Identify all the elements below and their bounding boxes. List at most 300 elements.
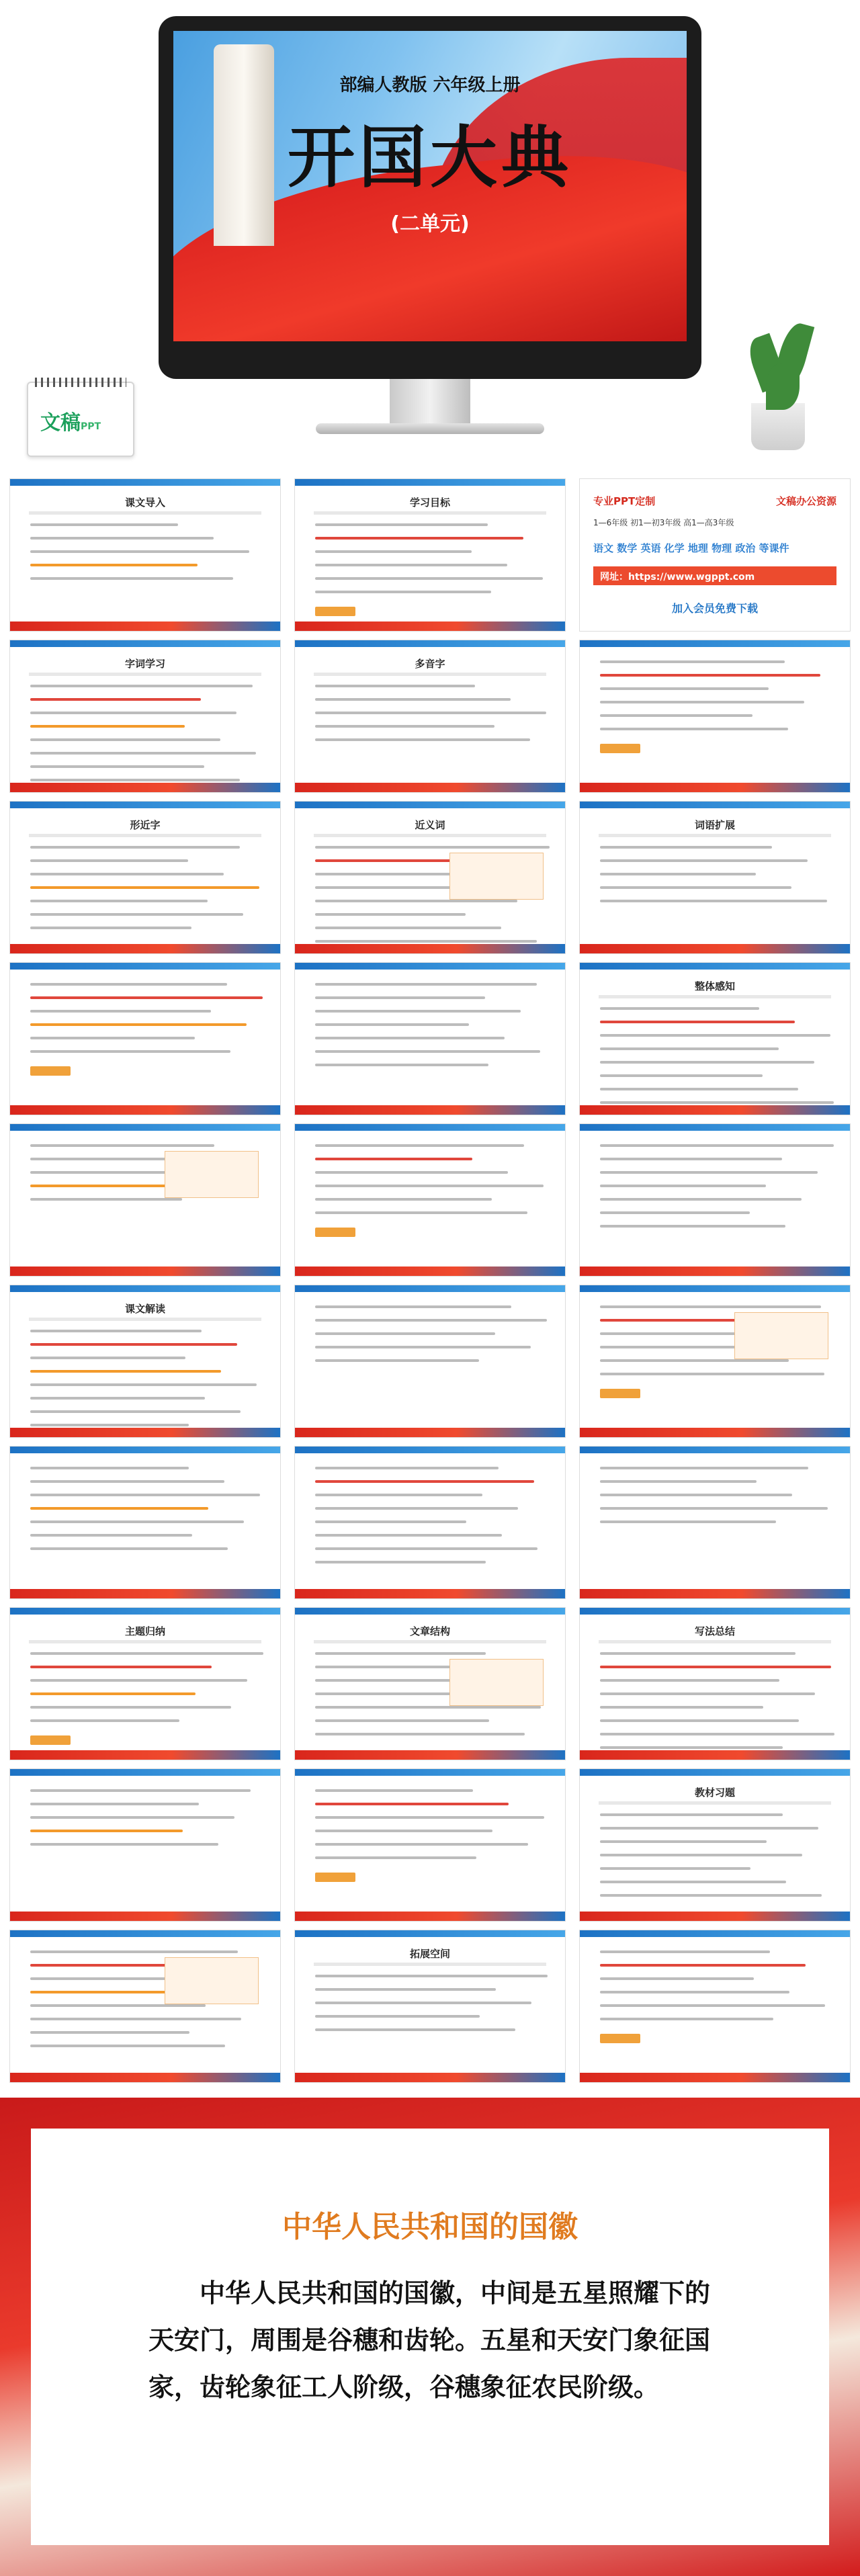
highlight-box (165, 1151, 259, 1198)
text-line (30, 1330, 202, 1332)
text-line (30, 577, 233, 580)
text-line (600, 1185, 766, 1187)
text-line (315, 1856, 476, 1859)
slide-bottombar (580, 2073, 850, 2082)
text-line (315, 1816, 544, 1819)
slide-topbar (10, 1608, 280, 1615)
slide-topbar (295, 963, 565, 970)
slide-bottombar (295, 944, 565, 953)
slide-bottombar (580, 1428, 850, 1437)
slide-topbar (295, 479, 565, 486)
text-line (30, 1397, 205, 1400)
slide-bottombar (10, 1105, 280, 1115)
text-line (30, 698, 201, 701)
slide-thumbnail[interactable] (9, 640, 281, 793)
slide-title: 近义词 (415, 819, 445, 831)
slide-bottombar (10, 1266, 280, 1276)
slide-thumbnail[interactable] (9, 1285, 281, 1438)
text-line (315, 1719, 489, 1722)
text-line (30, 1843, 218, 1846)
slide-bottombar (295, 783, 565, 792)
slide-title: 文章结构 (409, 1625, 450, 1637)
slide-title: 学习目标 (409, 497, 450, 509)
text-line (30, 1950, 238, 1953)
slide-thumbnail[interactable] (9, 1123, 281, 1277)
promo-website[interactable]: 网址：https://www.wgppt.com (593, 566, 836, 585)
text-line (315, 1679, 470, 1682)
text-line (315, 564, 507, 566)
promo-subjects: 语文 数学 英语 化学 地理 物理 政治 等课件 (593, 542, 789, 554)
promo-join[interactable]: 加入会员免费下载 (671, 602, 758, 615)
text-line (600, 1034, 830, 1037)
text-line (600, 1047, 779, 1050)
slide-bottombar (10, 944, 280, 953)
text-line (315, 591, 491, 593)
slide-bottombar (580, 1589, 850, 1598)
hero-section (0, 0, 860, 470)
slide-bottombar (10, 1589, 280, 1598)
text-line (600, 859, 808, 862)
slide-bottombar (580, 944, 850, 953)
highlight-box (165, 1957, 259, 2004)
text-line (600, 1666, 831, 1668)
text-line (30, 523, 178, 526)
text-line (600, 1144, 834, 1147)
text-line (600, 1827, 818, 1830)
text-line (315, 1706, 541, 1709)
text-line (315, 1733, 525, 1735)
slide-topbar (10, 963, 280, 970)
text-line (600, 1854, 802, 1856)
text-line (600, 1373, 824, 1375)
final-card (31, 2129, 829, 2545)
slide-bottombar (295, 2073, 565, 2082)
slide-topbar (10, 1769, 280, 1776)
text-line (600, 1101, 834, 1104)
cover-subtitle: 部编人教版 六年级上册 (339, 75, 521, 95)
title-underline (314, 1640, 546, 1643)
slide-thumbnail[interactable] (294, 801, 566, 954)
text-line (30, 738, 220, 741)
slide-topbar (295, 1608, 565, 1615)
title-underline (29, 834, 261, 837)
slide-topbar (580, 963, 850, 970)
slide-topbar (580, 1769, 850, 1776)
text-line (600, 1991, 789, 1993)
text-line (600, 1088, 798, 1090)
slide-title: 写法总结 (694, 1625, 735, 1637)
slide-thumbnail[interactable] (579, 640, 851, 793)
title-underline (314, 1963, 546, 1966)
text-line (30, 1830, 183, 1832)
text-line (315, 900, 517, 902)
text-line (30, 2004, 206, 2007)
text-line (315, 1480, 534, 1483)
slide-topbar (295, 1769, 565, 1776)
text-line (600, 1520, 776, 1523)
text-line (600, 1719, 799, 1722)
cover-title: 开国大典 (288, 118, 572, 197)
highlight-box (449, 853, 544, 900)
slide-topbar (580, 1608, 850, 1615)
text-line (600, 1733, 834, 1735)
monitor-base (316, 423, 544, 434)
title-underline (599, 1640, 831, 1643)
tag-label (600, 744, 640, 753)
promo-levels: 1—6年级 初1—初3年级 高1—高3年级 (593, 518, 734, 527)
slide-thumbnail[interactable] (579, 1123, 851, 1277)
slide-thumbnail[interactable] (579, 1930, 851, 2083)
plant-pot (751, 403, 805, 450)
slide-title: 教材习题 (694, 1787, 735, 1799)
text-line (30, 1816, 234, 1819)
promo-title: 专业PPT定制 (593, 495, 656, 507)
slide-topbar (580, 1124, 850, 1131)
text-line (600, 1867, 750, 1870)
final-title: 中华人民共和国的国徽 (282, 2210, 578, 2244)
text-line (30, 2018, 241, 2020)
slide-thumbnail[interactable] (294, 1930, 566, 2083)
text-line (30, 846, 240, 849)
final-body: 中华人民共和国的国徽，中间是五星照耀下的天安门，周围是谷穗和齿轮。五星和天安门象征国家，齿轮象征工人阶级，谷穗象征农民阶级。 (148, 2278, 711, 2402)
slide-thumbnail[interactable] (294, 962, 566, 1115)
tag-label (315, 607, 355, 616)
text-line (600, 1881, 786, 1883)
slide-topbar (295, 1124, 565, 1131)
slide-topbar (10, 1447, 280, 1453)
text-line (315, 1319, 547, 1322)
slide-thumbnail[interactable] (294, 1768, 566, 1922)
slide-bottombar (10, 1750, 280, 1760)
text-line (600, 728, 788, 730)
text-line (30, 1652, 263, 1655)
text-line (30, 685, 253, 687)
slide-thumbnail[interactable] (9, 1930, 281, 2083)
text-line (315, 738, 530, 741)
slide-topbar (295, 1285, 565, 1292)
desk-calendar (27, 382, 134, 457)
slide-title: 整体感知 (694, 980, 735, 992)
text-line (600, 1692, 815, 1695)
text-line (315, 1037, 505, 1039)
slide-title: 主题归纳 (124, 1625, 165, 1637)
tag-label (600, 1389, 640, 1398)
text-line (600, 1507, 828, 1510)
slide-title: 形近字 (130, 819, 161, 831)
monitor-stand (390, 379, 470, 426)
text-line (30, 1023, 247, 1026)
text-line (315, 1520, 466, 1523)
text-line (30, 537, 214, 540)
slide-thumbnail[interactable] (294, 1285, 566, 1438)
text-line (600, 701, 804, 703)
slide-thumbnail[interactable] (9, 478, 281, 632)
slide-topbar (295, 1447, 565, 1453)
text-line (315, 1547, 538, 1550)
text-line (30, 1803, 199, 1805)
slide-bottombar (295, 1589, 565, 1598)
text-line (315, 537, 523, 540)
calendar-logo: 文稿PPT (40, 411, 101, 435)
text-line (600, 660, 785, 663)
promo-brand: 文稿办公资源 (775, 495, 836, 507)
plant-leaf-icon (766, 363, 800, 410)
slide-topbar (10, 1124, 280, 1131)
text-line (30, 779, 240, 781)
text-line (315, 1359, 479, 1362)
text-line (315, 1211, 527, 1214)
text-line (315, 1158, 472, 1160)
text-line (600, 1950, 770, 1953)
text-line (30, 2031, 189, 2034)
slide-topbar (580, 1447, 850, 1453)
text-line (600, 1211, 750, 1214)
slide-bottombar (580, 1266, 850, 1276)
text-line (315, 725, 494, 728)
text-line (30, 712, 236, 714)
text-line (600, 1840, 767, 1843)
text-line (315, 1010, 521, 1013)
slide-topbar (10, 640, 280, 647)
text-line (30, 1480, 224, 1483)
slide-thumbnail[interactable] (9, 1768, 281, 1922)
text-line (600, 1480, 757, 1483)
text-line (600, 2018, 773, 2020)
title-underline (314, 673, 546, 676)
text-line (30, 564, 198, 566)
monitor-frame (159, 16, 701, 379)
text-line (600, 1359, 789, 1362)
text-line (600, 1007, 759, 1010)
slide-bottombar (10, 1912, 280, 1921)
text-line (315, 2002, 531, 2004)
slide-thumbnail[interactable] (579, 478, 851, 632)
text-line (30, 725, 185, 728)
text-line (600, 1964, 806, 1967)
title-underline (599, 995, 831, 998)
text-line (30, 873, 224, 875)
text-line (315, 983, 537, 986)
text-line (600, 1171, 818, 1174)
text-line (315, 685, 475, 687)
slide-bottombar (580, 1912, 850, 1921)
text-line (30, 859, 188, 862)
text-line (30, 1144, 214, 1147)
text-line (315, 1144, 524, 1147)
text-line (30, 1010, 211, 1013)
text-line (600, 1074, 763, 1077)
slide-thumbnail[interactable] (579, 1607, 851, 1760)
text-line (600, 846, 772, 849)
text-line (30, 1789, 251, 1792)
text-line (30, 1050, 230, 1053)
cover-unit: (二单元) (390, 212, 470, 236)
slide-thumbnail[interactable] (294, 1446, 566, 1599)
text-line (315, 1789, 473, 1792)
slide-bottombar (295, 621, 565, 631)
text-line (315, 1305, 511, 1308)
slide-thumbnail[interactable] (294, 1123, 566, 1277)
text-line (315, 1346, 531, 1348)
slide-topbar (10, 479, 280, 486)
slide-bottombar (10, 621, 280, 631)
text-line (315, 577, 543, 580)
slide-thumbnail[interactable] (579, 962, 851, 1115)
text-line (30, 1679, 247, 1682)
text-line (30, 1370, 221, 1373)
slide-bottombar (580, 783, 850, 792)
text-line (30, 886, 259, 889)
tag-label (30, 1735, 71, 1745)
text-line (315, 2028, 515, 2031)
calendar-rings (35, 378, 126, 387)
title-underline (29, 1640, 261, 1643)
slide-topbar (10, 802, 280, 808)
text-line (315, 1830, 492, 1832)
slide-thumbnail[interactable] (579, 1285, 851, 1438)
text-line (600, 1346, 753, 1348)
slide-thumbnail[interactable] (9, 801, 281, 954)
text-line (600, 1061, 814, 1064)
slide-thumbnail[interactable] (9, 1607, 281, 1760)
text-line (600, 1706, 763, 1709)
text-line (600, 687, 769, 690)
slide-title: 拓展空间 (409, 1948, 450, 1960)
text-line (315, 927, 501, 929)
text-line (600, 1158, 782, 1160)
text-line (600, 1813, 783, 1816)
tag-label (600, 2034, 640, 2043)
text-line (30, 2045, 225, 2047)
text-line (315, 1467, 499, 1469)
text-line (315, 1185, 544, 1187)
text-line (315, 846, 550, 849)
highlight-box (734, 1312, 828, 1359)
monitor-screen (173, 31, 687, 341)
text-line (315, 1652, 486, 1655)
text-line (315, 996, 485, 999)
text-line (30, 1692, 196, 1695)
slide-title: 多音字 (415, 658, 445, 670)
slide-bottombar (295, 1266, 565, 1276)
text-line (30, 1507, 208, 1510)
text-line (30, 752, 256, 755)
text-line (30, 1037, 195, 1039)
text-line (600, 886, 791, 889)
slide-thumbnail[interactable] (579, 1768, 851, 1922)
slide-topbar (580, 1285, 850, 1292)
text-line (30, 983, 227, 986)
slide-title: 课文解读 (124, 1303, 165, 1315)
text-line (315, 1064, 488, 1066)
text-line (315, 913, 466, 916)
text-line (30, 1719, 179, 1722)
text-line (30, 1357, 185, 1359)
slide-thumbnail[interactable] (579, 801, 851, 954)
title-underline (314, 834, 546, 837)
text-line (30, 550, 249, 553)
text-line (315, 1561, 486, 1563)
text-line (315, 1198, 492, 1201)
text-line (315, 1534, 502, 1537)
slide-bottombar (10, 2073, 280, 2082)
text-line (315, 1171, 508, 1174)
slide-bottombar (295, 1428, 565, 1437)
slide-grid (9, 478, 851, 2091)
text-line (600, 1746, 783, 1749)
slide-thumbnail[interactable] (294, 640, 566, 793)
text-line (30, 1467, 189, 1469)
text-line (315, 712, 546, 714)
text-line (30, 1666, 212, 1668)
slide-bottombar (10, 1428, 280, 1437)
slide-thumbnail[interactable] (579, 1446, 851, 1599)
text-line (600, 1977, 754, 1980)
slide-thumbnail[interactable] (294, 478, 566, 632)
text-line (600, 1494, 792, 1496)
text-line (315, 698, 511, 701)
slide-thumbnail[interactable] (9, 962, 281, 1115)
text-line (315, 1843, 528, 1846)
text-line (30, 1494, 260, 1496)
slide-topbar (580, 1930, 850, 1937)
text-line (600, 1225, 785, 1228)
text-line (30, 913, 243, 916)
slide-topbar (295, 802, 565, 808)
text-line (315, 523, 488, 526)
text-line (600, 900, 827, 902)
slide-bottombar (580, 1750, 850, 1760)
text-line (315, 1050, 540, 1053)
text-line (315, 1507, 518, 1510)
text-line (315, 1023, 469, 1026)
text-line (315, 1803, 509, 1805)
text-line (30, 1520, 244, 1523)
text-line (600, 1198, 802, 1201)
slide-thumbnail[interactable] (294, 1607, 566, 1760)
slide-bottombar (295, 1105, 565, 1115)
text-line (315, 550, 472, 553)
slide-topbar (10, 1285, 280, 1292)
slide-bottombar (10, 783, 280, 792)
slide-bottombar (295, 1912, 565, 1921)
slide-topbar (580, 640, 850, 647)
text-line (600, 873, 756, 875)
tag-label (315, 1228, 355, 1237)
final-slide (0, 2098, 860, 2576)
text-line (30, 1964, 186, 1967)
text-line (600, 1894, 822, 1897)
text-line (600, 674, 820, 677)
slide-thumbnail[interactable] (9, 1446, 281, 1599)
title-underline (29, 1318, 261, 1321)
slide-bottombar (295, 1750, 565, 1760)
text-line (315, 1975, 548, 1977)
text-line (600, 2004, 825, 2007)
text-line (600, 1305, 821, 1308)
text-line (30, 1706, 231, 1709)
text-line (30, 927, 191, 929)
text-line (600, 1021, 795, 1023)
highlight-box (449, 1659, 544, 1706)
slide-title: 词语扩展 (694, 819, 735, 831)
slide-title: 课文导入 (124, 497, 165, 509)
slide-topbar (10, 1930, 280, 1937)
text-line (30, 1534, 192, 1537)
slide-bottombar (580, 1105, 850, 1115)
text-line (315, 2015, 480, 2018)
text-line (30, 765, 204, 768)
